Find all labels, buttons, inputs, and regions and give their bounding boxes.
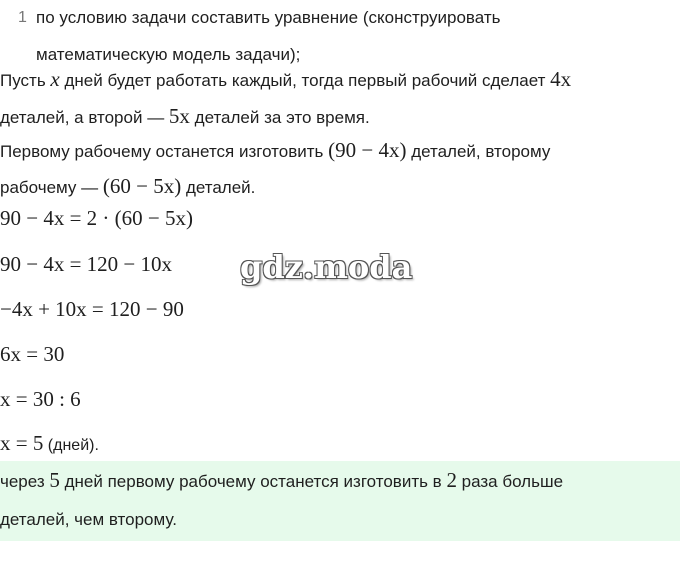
paragraph-2-line-2: рабочему — (60 − 5x) деталей. <box>0 174 256 198</box>
equation-3: −4x + 10x = 120 − 90 <box>0 297 184 321</box>
list-item-line-1: по условию задачи составить уравнение (сконструировать <box>36 8 501 27</box>
equation-5: x = 30 : 6 <box>0 387 81 411</box>
equation-1: 90 − 4x = 2 · (60 − 5x) <box>0 206 194 230</box>
equation-6: x = 5 (дней). <box>0 431 99 455</box>
paragraph-1-line-1: Пусть x дней будет работать каждый, тогда первый рабочий сделает 4x <box>0 67 572 91</box>
equation-4: 6x = 30 <box>0 342 65 366</box>
list-number: 1 <box>18 9 27 26</box>
conclusion-line-2: деталей, чем второму. <box>0 510 177 529</box>
paragraph-2-line-1: Первому рабочему останется изготовить (90 − 4x) деталей, второму <box>0 138 551 162</box>
conclusion-line-1: через 5 дней первому рабочему останется изготовить в 2 раза больше <box>0 468 564 492</box>
paragraph-1-line-2: деталей, а второй — 5x деталей за это время. <box>0 104 370 128</box>
watermark-logo: gdz.moda <box>240 248 413 286</box>
equation-2: 90 − 4x = 120 − 10x <box>0 252 173 276</box>
list-item-line-2: математическую модель задачи); <box>36 45 301 64</box>
